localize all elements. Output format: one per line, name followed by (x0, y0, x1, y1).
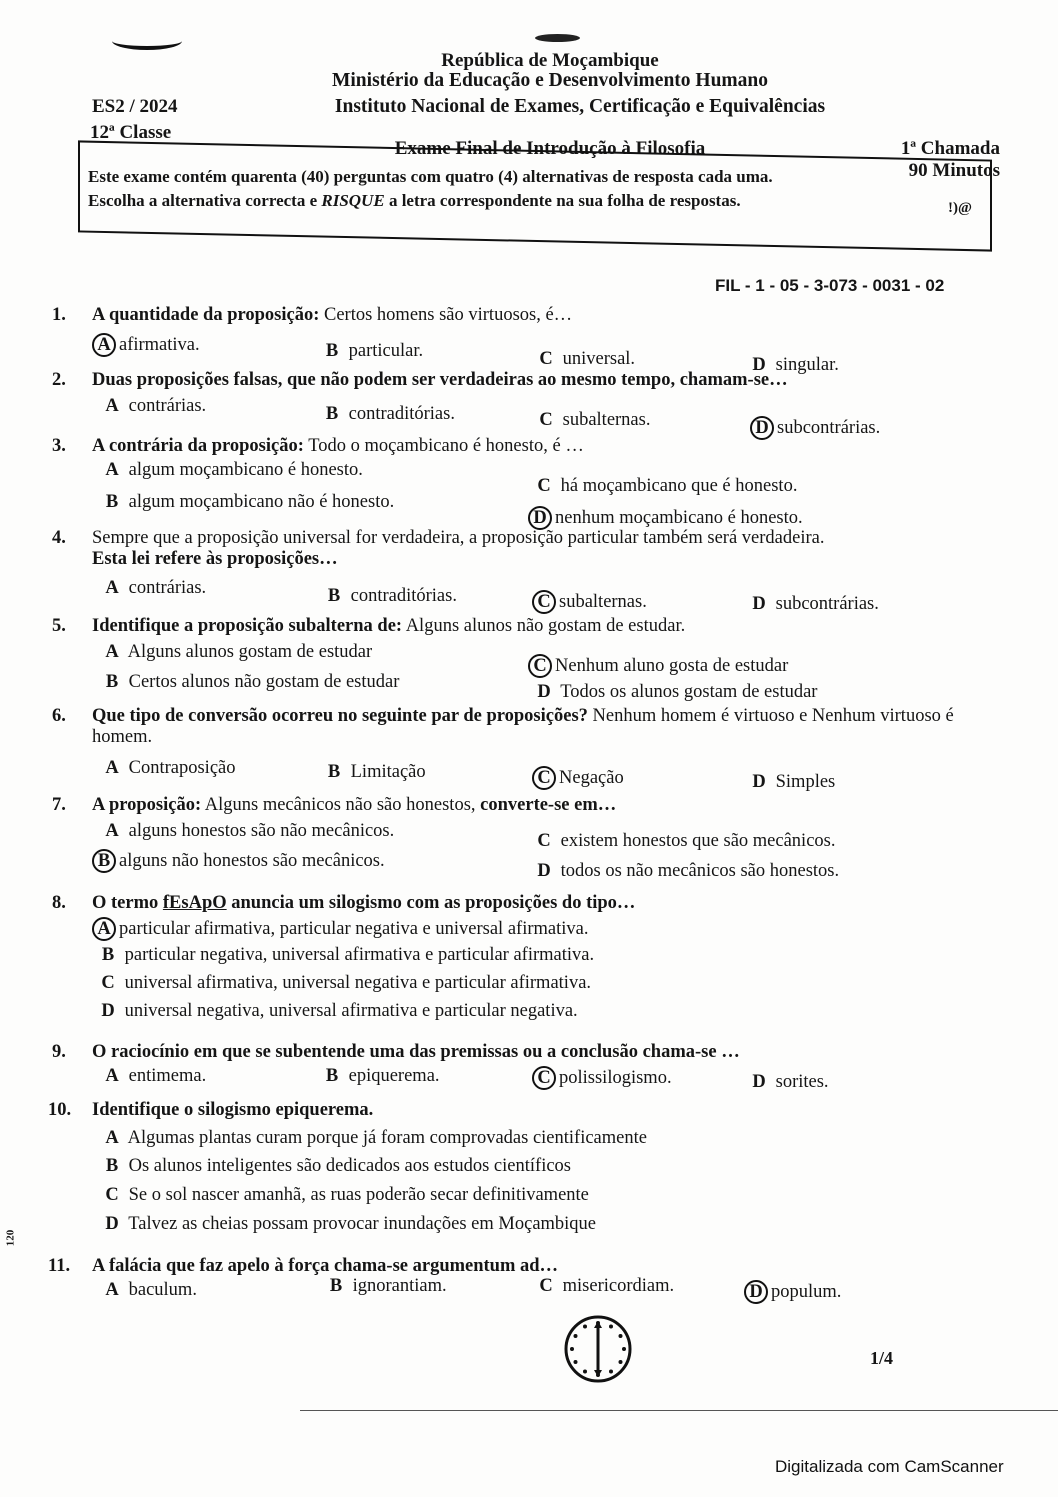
option-b[interactable] (320, 1066, 440, 1087)
question-text (92, 1256, 1012, 1277)
call-label: 1ª Chamada (900, 138, 1000, 159)
option-letter: A (105, 1066, 119, 1086)
option-text: alguns não honestos são mecânicos. (119, 851, 385, 871)
option-letter: B (101, 945, 115, 965)
question-text (92, 795, 1012, 816)
option-text: subcontrárias. (775, 594, 879, 614)
option-d[interactable] (532, 861, 839, 882)
ministry-title: Ministério da Educação e Desenvolvimento Humano (331, 70, 769, 91)
option-text: algum moçambicano não é honesto. (128, 492, 395, 512)
option-a[interactable] (100, 821, 394, 842)
option-text: contrárias. (128, 578, 207, 598)
exam-code: FIL - 1 - 05 - 3-073 - 0031 - 02 (715, 276, 945, 295)
option-text: polissilogismo. (559, 1068, 672, 1088)
exam-title: Exame Final de Introdução à Filosofia (394, 138, 706, 159)
option-d[interactable] (747, 594, 879, 615)
option-letter: A (105, 578, 119, 598)
option-letter: C (537, 476, 551, 496)
institute-title: Instituto Nacional de Exames, Certificação e Equivalências (334, 96, 826, 117)
option-d[interactable] (100, 1214, 596, 1235)
option-text: baculum. (128, 1280, 197, 1300)
option-letter: C (537, 831, 551, 851)
option-text: Algumas plantas curam porque já foram comprovadas cientificamente (127, 1128, 647, 1148)
q-text: Certos homens são virtuosos, é… (319, 305, 573, 325)
q-bold: Esta lei refere às proposições… (92, 549, 338, 569)
q-bold: A proposição: (92, 795, 202, 815)
question-text (92, 370, 1012, 391)
option-d[interactable] (744, 1280, 841, 1304)
question-number: 10. (48, 1100, 72, 1120)
option-text: Os alunos inteligentes são dedicados aos estudos científicos (128, 1156, 571, 1176)
option-c[interactable] (100, 1185, 589, 1206)
class-label: 12ª Classe (90, 122, 172, 143)
option-text: subcontrárias. (777, 418, 881, 438)
q-bold: converte-se em… (480, 795, 617, 815)
question-number: 4. (52, 528, 66, 548)
q-bold: anuncia um silogismo com as proposições do tipo… (226, 893, 636, 913)
q-bold: A quantidade da proposição: (92, 305, 320, 325)
option-c[interactable] (534, 1276, 674, 1297)
option-letter: B (105, 1156, 119, 1176)
republic-title: República de Moçambique (441, 50, 659, 71)
option-text: ignorantiam. (352, 1276, 447, 1296)
option-letter: D (537, 861, 551, 881)
q-bold: Identifique o silogismo epiquerema. (92, 1100, 374, 1120)
option-a[interactable] (100, 1280, 197, 1301)
circled-letter: D (750, 416, 774, 440)
option-text: Certos alunos não gostam de estudar (128, 672, 400, 692)
option-letter: B (327, 586, 341, 606)
scanner-watermark: Digitalizada com CamScanner (775, 1457, 1004, 1476)
option-text: contrárias. (128, 396, 207, 416)
q-bold: Que tipo de conversão ocorreu no seguinte par de proposições? (92, 706, 588, 726)
option-text: Simples (775, 772, 836, 792)
option-letter: A (105, 460, 119, 480)
circled-letter: C (532, 766, 556, 790)
q-bold: O termo (92, 893, 163, 913)
option-text: Alguns alunos gostam de estudar (127, 642, 373, 662)
option-c[interactable] (534, 410, 650, 431)
option-letter: B (325, 404, 339, 424)
q-text: Todo o moçambicano é honesto, é … (303, 436, 584, 456)
option-letter: D (752, 1072, 766, 1092)
option-letter: A (105, 642, 119, 662)
question-text (92, 528, 1012, 570)
option-c[interactable] (528, 654, 788, 678)
option-b[interactable] (100, 672, 399, 693)
option-text: Todos os alunos gostam de estudar (560, 682, 818, 702)
option-letter: C (539, 349, 553, 369)
option-a[interactable] (92, 917, 588, 941)
instr-text: a letra correspondente na sua folha de respostas. (384, 191, 741, 210)
option-c[interactable] (96, 973, 591, 994)
option-text: Nenhum aluno gosta de estudar (555, 656, 789, 676)
question-text (92, 1042, 1012, 1063)
question-number: 3. (52, 436, 66, 456)
option-letter: A (105, 1280, 119, 1300)
option-a[interactable] (100, 396, 206, 417)
circled-letter: C (532, 590, 556, 614)
option-text: universal afirmativa, universal negativa e particular afirmativa. (124, 973, 592, 993)
option-d[interactable] (96, 1001, 578, 1022)
option-b[interactable] (100, 1156, 571, 1177)
option-letter: C (539, 410, 553, 430)
circled-letter: B (92, 849, 116, 873)
option-a[interactable] (100, 460, 363, 481)
option-letter: D (101, 1001, 115, 1021)
q-bold: O raciocínio em que se subentende uma das premissas ou a conclusão chama-se … (92, 1042, 740, 1062)
instr-emphasis: RISQUE (321, 191, 385, 210)
option-text: universal. (562, 349, 636, 369)
option-a[interactable] (100, 758, 236, 779)
option-letter: C (101, 973, 115, 993)
option-letter: B (327, 762, 341, 782)
option-letter: D (537, 682, 551, 702)
option-letter: A (105, 758, 119, 778)
question-number: 6. (52, 706, 66, 726)
option-b[interactable] (92, 849, 385, 873)
q-text: Alguns mecânicos não são honestos, (201, 795, 481, 815)
option-b[interactable] (96, 945, 594, 966)
option-letter: A (105, 396, 119, 416)
option-c[interactable] (532, 766, 624, 790)
page-number: 1/4 (870, 1348, 894, 1368)
q-bold: Duas proposições falsas, que não podem ser verdadeiras ao mesmo tempo, chamam-se… (92, 370, 788, 390)
option-c[interactable] (532, 831, 836, 852)
emblem-fragment (535, 34, 580, 42)
option-a[interactable] (100, 578, 206, 599)
option-text: Limitação (350, 762, 426, 782)
instructions-line-2 (88, 189, 773, 213)
question-number: 7. (52, 795, 66, 815)
option-letter: D (752, 772, 766, 792)
option-text: populum. (771, 1282, 842, 1302)
q-term: fEsApO (162, 893, 227, 913)
duration-label: 90 Minutos (908, 160, 1000, 181)
option-d[interactable] (747, 1072, 829, 1093)
instructions-line-1: Este exame contém quarenta (40) perguntas com quatro (4) alternativas de resposta cada uma. (88, 167, 773, 186)
option-text: há moçambicano que é honesto. (560, 476, 798, 496)
question-text (92, 1100, 1012, 1121)
question-number: 2. (52, 370, 66, 390)
option-letter: B (329, 1276, 343, 1296)
question-number: 8. (52, 893, 66, 913)
question-number: 5. (52, 616, 66, 636)
option-text: particular negativa, universal afirmativa e particular afirmativa. (124, 945, 595, 965)
question-number: 1. (52, 305, 66, 325)
circled-letter: C (528, 654, 552, 678)
instr-text: Escolha a alternativa correcta e (88, 191, 322, 210)
exam-year-code: ES2 / 2024 (92, 96, 178, 117)
circled-letter: A (92, 333, 116, 357)
option-text: misericordiam. (562, 1276, 675, 1296)
option-b[interactable] (324, 1276, 447, 1297)
question-text (92, 893, 1012, 914)
option-letter: B (325, 341, 339, 361)
option-d[interactable] (528, 506, 803, 530)
q-bold: Identifique a proposição subalterna de: (92, 616, 403, 636)
option-text: particular. (348, 341, 424, 361)
option-d[interactable] (747, 772, 835, 793)
q-text: Alguns alunos não gostam de estudar. (402, 616, 686, 636)
option-text: alguns honestos são não mecânicos. (128, 821, 395, 841)
q-text: Sempre que a proposição universal for verdadeira, a proposição particular também será verdadeira. (92, 528, 825, 548)
question-number: 9. (52, 1042, 66, 1062)
option-text: subalternas. (559, 592, 647, 612)
option-text: entimema. (128, 1066, 207, 1086)
option-text: Talvez as cheias possam provocar inundações em Moçambique (128, 1214, 597, 1234)
option-letter: C (105, 1185, 119, 1205)
option-text: todos os não mecânicos são honestos. (560, 861, 840, 881)
option-text: contraditórias. (348, 404, 455, 424)
option-a[interactable] (100, 1066, 206, 1087)
option-b[interactable] (322, 762, 426, 783)
option-text: singular. (775, 355, 839, 375)
option-letter: D (752, 594, 766, 614)
question-text (92, 616, 1012, 637)
option-text: algum moçambicano é honesto. (128, 460, 363, 480)
circled-letter: C (532, 1066, 556, 1090)
option-c[interactable] (532, 590, 647, 614)
margin-number: 120 (4, 1229, 17, 1247)
question-text (92, 706, 1012, 748)
option-c[interactable] (534, 349, 635, 370)
option-letter: B (105, 492, 119, 512)
option-letter: D (752, 355, 766, 375)
circled-letter: D (528, 506, 552, 530)
emblem-fragment (112, 32, 182, 50)
option-letter: A (105, 821, 119, 841)
option-text: nenhum moçambicano é honesto. (555, 508, 803, 528)
q-bold: A contrária da proposição: (92, 436, 304, 456)
option-text: afirmativa. (119, 335, 200, 355)
option-text: contraditórias. (350, 586, 457, 606)
option-letter: B (325, 1066, 339, 1086)
option-a[interactable] (92, 333, 200, 357)
option-b[interactable] (320, 341, 423, 362)
circled-letter: A (92, 917, 116, 941)
option-letter: C (539, 1276, 553, 1296)
option-d[interactable] (532, 682, 817, 703)
instructions (88, 165, 773, 213)
option-c[interactable] (532, 476, 797, 497)
option-b[interactable] (320, 404, 455, 425)
question-number: 11. (48, 1256, 71, 1276)
option-text: sorites. (775, 1072, 829, 1092)
option-text: Se o sol nascer amanhã, as ruas poderão secar definitivamente (128, 1185, 589, 1205)
option-letter: B (105, 672, 119, 692)
q-text: Nenhum homem é virtuoso e Nenhum virtuoso é homem. (92, 706, 954, 747)
clock-icon (562, 1313, 634, 1385)
option-a[interactable] (100, 642, 372, 663)
option-a[interactable] (100, 1128, 647, 1149)
box-mark: !)@ (948, 200, 972, 216)
circled-letter: D (744, 1280, 768, 1304)
option-text: universal negativa, universal afirmativa e particular negativa. (124, 1001, 578, 1021)
q-bold: A falácia que faz apelo à força chama-se argumentum ad… (92, 1256, 559, 1276)
option-b[interactable] (100, 492, 394, 513)
option-letter: A (105, 1128, 119, 1148)
option-text: epiquerema. (348, 1066, 440, 1086)
option-b[interactable] (322, 586, 457, 607)
option-text: subalternas. (562, 410, 651, 430)
option-letter: D (105, 1214, 119, 1234)
question-text (92, 436, 1012, 457)
question-text (92, 305, 1012, 326)
option-text: particular afirmativa, particular negativa e universal afirmativa. (119, 919, 589, 939)
option-text: existem honestos que são mecânicos. (560, 831, 836, 851)
option-text: Contraposição (128, 758, 236, 778)
page-bottom-edge (300, 1410, 1058, 1411)
option-c[interactable] (532, 1066, 672, 1090)
option-text: Negação (559, 768, 624, 788)
